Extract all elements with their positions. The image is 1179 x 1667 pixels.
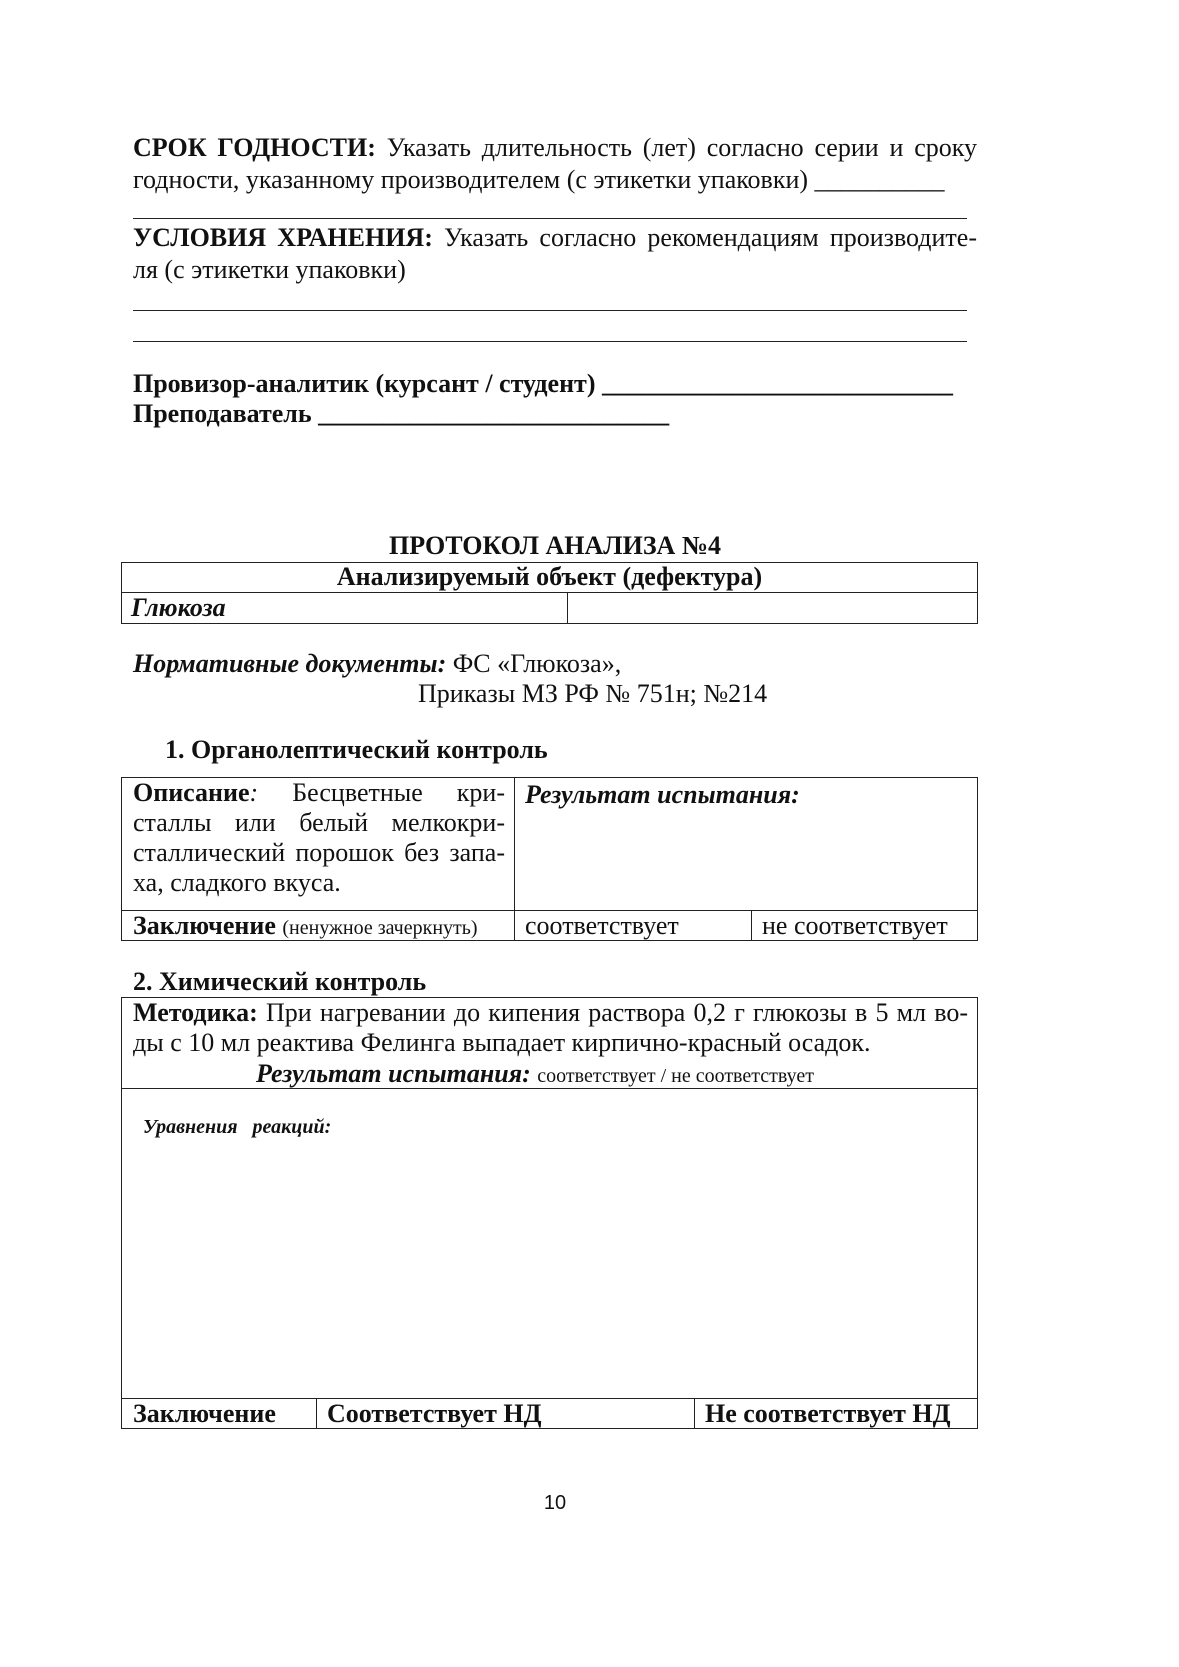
description-cell: Описание: Бесцветные кри- сталлы или белый мелкокри- сталлический порошок без запа- ха, сладкого вкуса. — [133, 778, 505, 897]
organoleptic-conclusion: Заключение (ненужное зачеркнуть) — [133, 911, 478, 940]
organoleptic-result-label: Результат испытания: — [525, 780, 800, 809]
shelf-life-text: Указать длительность (лет) согласно серии и сроку — [386, 133, 978, 162]
organoleptic-not-complies[interactable]: не соответствует — [762, 911, 948, 940]
chemical-not-complies[interactable]: Не соответствует НД — [705, 1399, 951, 1428]
method-label: Методика: — [133, 998, 258, 1027]
description-label: Описание — [133, 778, 250, 807]
normative-orders: Приказы МЗ РФ № 751н; №214 — [418, 679, 768, 708]
chemical-complies[interactable]: Соответствует НД — [327, 1399, 542, 1428]
section2-title: 2. Химический контроль — [133, 967, 427, 996]
protocol-title: ПРОТОКОЛ АНАЛИЗА №4 — [389, 531, 721, 560]
shelf-life-blank-line — [133, 218, 967, 219]
storage-block — [133, 222, 977, 286]
shelf-life-block — [133, 132, 977, 196]
equations-label: Уравнения реакций: — [143, 1116, 332, 1138]
normative-label: Нормативные документы: — [133, 649, 447, 678]
chemical-conclusion-label: Заключение — [133, 1399, 276, 1428]
shelf-life-text-2: годности, указанному производителем (с этикетки упаковки) __________ — [133, 165, 945, 194]
chemical-result-options[interactable]: соответствует / не соответствует — [537, 1065, 814, 1087]
method-cell: Методика: При нагревании до кипения раствора 0,2 г глюкозы в 5 мл во- ды с 10 мл реактива Фелинга выпадает кирпично-красный осадок. — [133, 998, 968, 1057]
equations-area[interactable] — [123, 1116, 976, 1396]
page-number: 10 — [543, 1492, 567, 1514]
organoleptic-complies[interactable]: соответствует — [525, 911, 679, 940]
storage-label: УСЛОВИЯ ХРАНЕНИЯ: — [133, 223, 433, 252]
section1-title: 1. Органолептический контроль — [165, 735, 548, 764]
signature-teacher: Преподаватель ___________________________ — [133, 399, 670, 428]
shelf-life-label: СРОК ГОДНОСТИ: — [133, 133, 376, 162]
signature-analyst: Провизор-аналитик (курсант / студент) ___________________________ — [133, 369, 953, 398]
object-header: Анализируемый объект (дефектура) — [336, 562, 763, 591]
normative-text: ФС «Глюкоза», — [452, 649, 622, 678]
storage-text: Указать согласно рекомендациям производите- — [444, 223, 977, 252]
storage-text-2: ля (с этикетки упаковки) — [133, 255, 406, 284]
chemical-result: Результат испытания: соответствует / не соответствует — [256, 1059, 814, 1088]
normative-documents — [133, 648, 621, 680]
object-name: Глюкоза — [131, 593, 226, 622]
storage-blank-line-2 — [133, 341, 967, 342]
storage-blank-line-1 — [133, 310, 967, 311]
